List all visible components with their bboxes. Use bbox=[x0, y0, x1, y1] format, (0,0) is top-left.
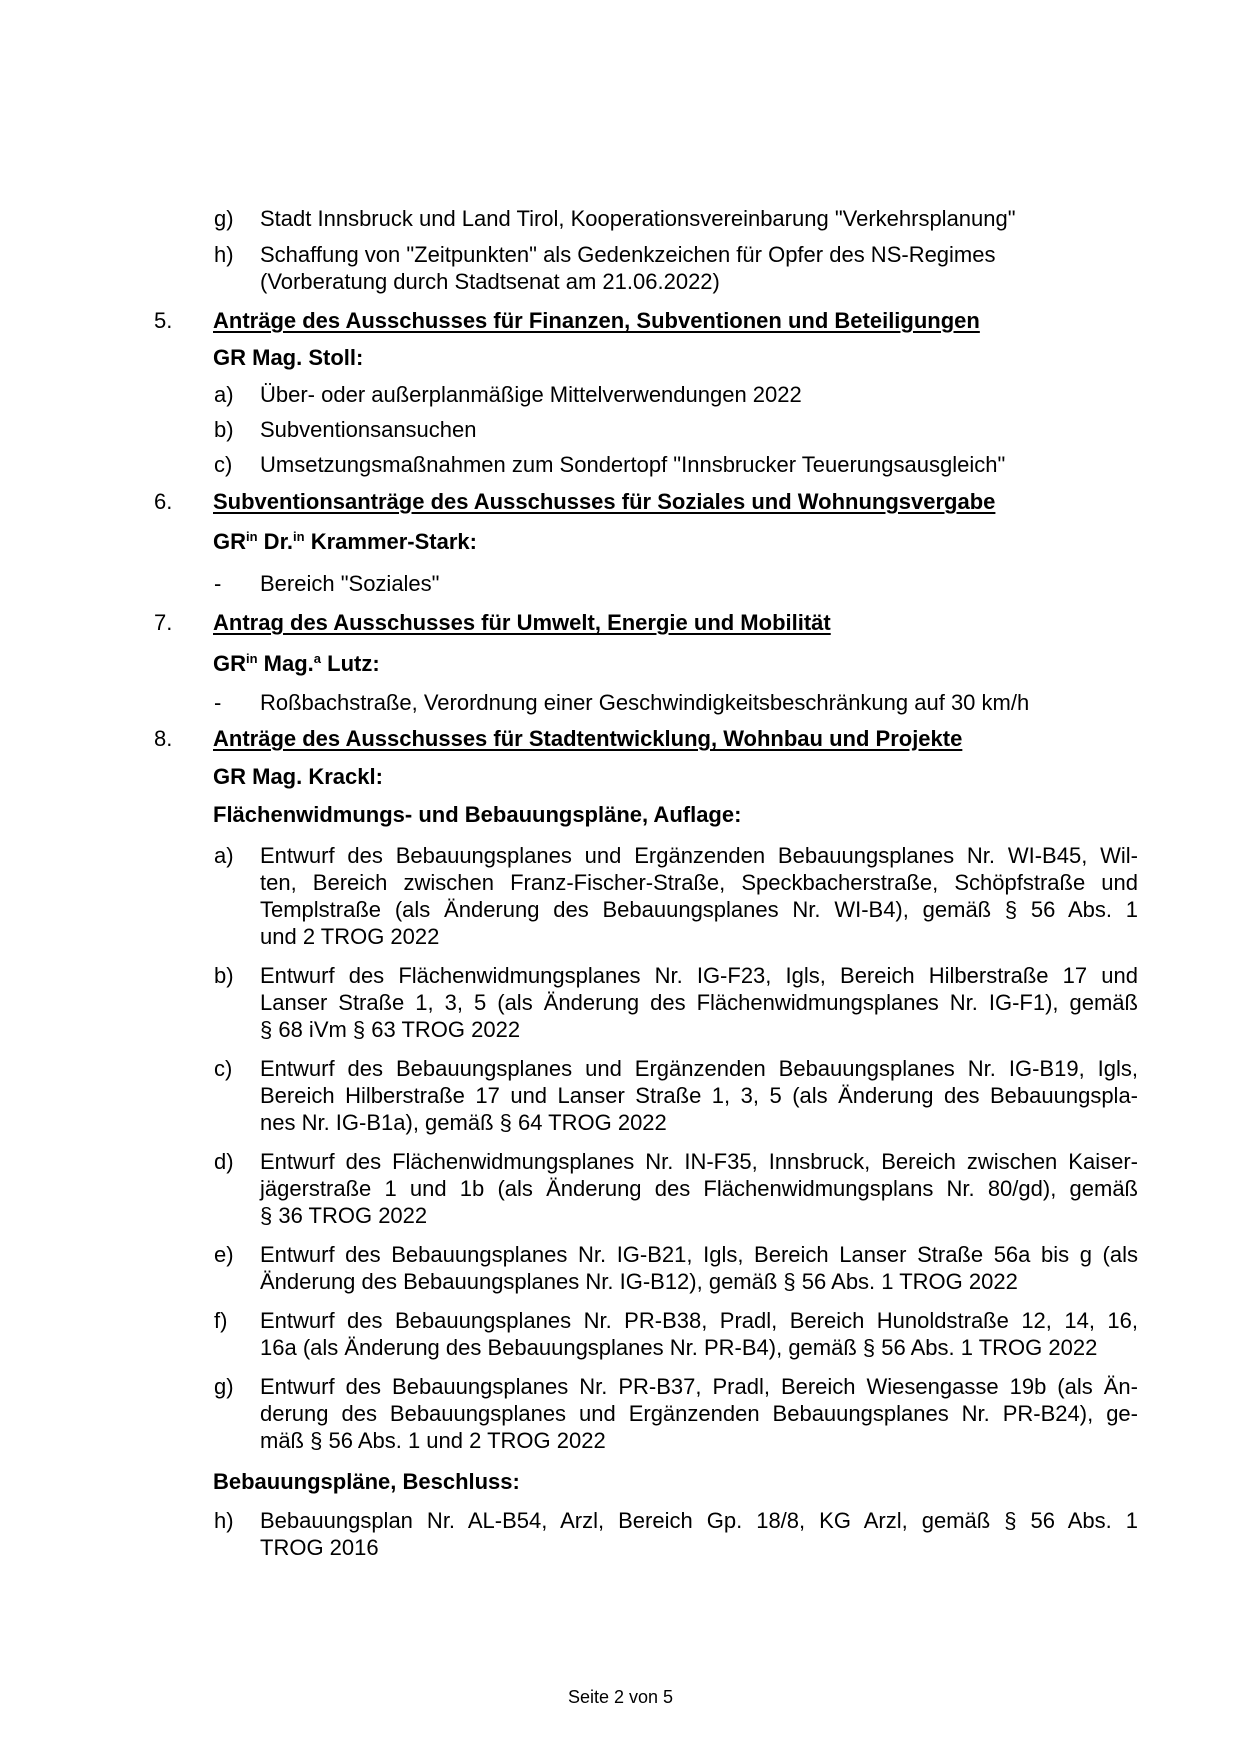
item-text: Subventionsansuchen bbox=[260, 417, 477, 442]
item-label: b) bbox=[214, 417, 234, 442]
section-title: Subventionsanträge des Ausschusses für Soziales und Wohnungsvergabe bbox=[213, 489, 996, 514]
item-text: Entwurf des Flächenwidmungsplanes Nr. IG-F23, Igls, Bereich Hilberstraße 17 und Lanser Straße 1, 3, 5 (als Änderung des Flächenwidmungsplanes Nr. IG-F1), gemäß § 68 iVm § 63 TROG 2022 bbox=[260, 963, 1138, 1042]
reporter-name: $GR^{in}$ Dr.$^{in}$ Krammer-Stark: bbox=[213, 529, 477, 554]
item-text: Bereich "Soziales" bbox=[260, 571, 440, 596]
item-text: Entwurf des Bebauungsplanes Nr. IG-B21, Igls, Bereich Lanser Straße 56a bis g (als Änderung des Bebauungsplanes Nr. IG-B12), gemäß § 56 Abs. 1 TROG 2022 bbox=[260, 1242, 1138, 1294]
section-number: 5. bbox=[154, 308, 173, 333]
item-label: c) bbox=[214, 452, 233, 477]
reporter-name: $GR^{in}$ Mag.$^a$ Lutz: bbox=[213, 651, 380, 676]
item-text: Entwurf des Bebauungsplanes Nr. PR-B37, Pradl, Bereich Wiesengasse 19b (als Än- derung des Bebauungsplanes und Ergänzenden Bebauungsplanes Nr. PR-B24), ge- mäß § 56 Abs. 1 und 2 TROG 2022 bbox=[260, 1374, 1138, 1453]
reporter-name: GR Mag. Krackl: bbox=[213, 764, 383, 789]
item-text: Entwurf des Bebauungsplanes und Ergänzenden Bebauungsplanes Nr. WI-B45, Wil- ten, Bereich zwischen Franz-Fischer-Straße, Speckbacherstraße, Schöpfstraße und Templstraße (als Änderung des Bebauungsplanes Nr. WI-B4), gemäß § 56 Abs. 1 und 2 TROG 2022 bbox=[260, 843, 1138, 949]
section-title: Antrag des Ausschusses für Umwelt, Energie und Mobilität bbox=[213, 610, 831, 635]
item-text: Entwurf des Bebauungsplanes Nr. PR-B38, Pradl, Bereich Hunoldstraße 12, 14, 16, 16a (als Änderung des Bebauungsplanes Nr. PR-B4), gemäß § 56 Abs. 1 TROG 2022 bbox=[260, 1308, 1138, 1360]
section-title: Anträge des Ausschusses für Stadtentwicklung, Wohnbau und Projekte bbox=[213, 726, 963, 751]
section-number: 7. bbox=[154, 610, 173, 635]
item-text: Roßbachstraße, Verordnung einer Geschwindigkeitsbeschränkung auf 30 km/h bbox=[260, 690, 1030, 715]
item-text: Bebauungsplan Nr. AL-B54, Arzl, Bereich Gp. 18/8, KG Arzl, gemäß § 56 Abs. 1 TROG 2016 bbox=[260, 1508, 1138, 1560]
item-text: Stadt Innsbruck und Land Tirol, Kooperationsvereinbarung "Verkehrsplanung" bbox=[260, 206, 1016, 231]
item-label: h) bbox=[214, 242, 234, 267]
item-label: - bbox=[214, 690, 222, 715]
item-label: g) bbox=[214, 1374, 234, 1399]
item-label: b) bbox=[214, 963, 234, 988]
item-text: Über- oder außerplanmäßige Mittelverwendungen 2022 bbox=[260, 382, 802, 407]
item-text: Schaffung von "Zeitpunkten" als Gedenkzeichen für Opfer des NS-Regimes (Vorberatung durch Stadtsenat am 21.06.2022) bbox=[260, 242, 996, 294]
item-label: e) bbox=[214, 1242, 234, 1267]
section-number: 8. bbox=[154, 726, 173, 751]
section-title: Anträge des Ausschusses für Finanzen, Subventionen und Beteiligungen bbox=[213, 308, 980, 333]
item-label: a) bbox=[214, 843, 234, 868]
item-text: Umsetzungsmaßnahmen zum Sondertopf "Innsbrucker Teuerungsausgleich" bbox=[260, 452, 1006, 477]
reporter-name: GR Mag. Stoll: bbox=[213, 345, 364, 370]
item-label: - bbox=[214, 571, 222, 596]
section-number: 6. bbox=[154, 489, 173, 514]
subheading: Flächenwidmungs- und Bebauungspläne, Auflage: bbox=[213, 802, 742, 827]
subheading: Bebauungspläne, Beschluss: bbox=[213, 1469, 520, 1494]
item-label: a) bbox=[214, 382, 234, 407]
item-label: c) bbox=[214, 1056, 233, 1081]
item-label: f) bbox=[214, 1308, 228, 1333]
item-text: Entwurf des Flächenwidmungsplanes Nr. IN-F35, Innsbruck, Bereich zwischen Kaiser- jägerstraße 1 und 1b (als Änderung des Flächenwidmungsplans Nr. 80/gd), gemäß § 36 TROG 2022 bbox=[260, 1149, 1138, 1228]
item-label: d) bbox=[214, 1149, 234, 1174]
page-footer: Seite 2 von 5 bbox=[567, 1687, 674, 1707]
item-label: g) bbox=[214, 206, 234, 231]
item-label: h) bbox=[214, 1508, 234, 1533]
item-text: Entwurf des Bebauungsplanes und Ergänzenden Bebauungsplanes Nr. IG-B19, Igls, Bereich Hilberstraße 17 und Lanser Straße 1, 3, 5 (als Änderung des Bebauungspla- nes Nr. IG-B1a), gemäß § 64 TROG 2022 bbox=[260, 1056, 1138, 1135]
